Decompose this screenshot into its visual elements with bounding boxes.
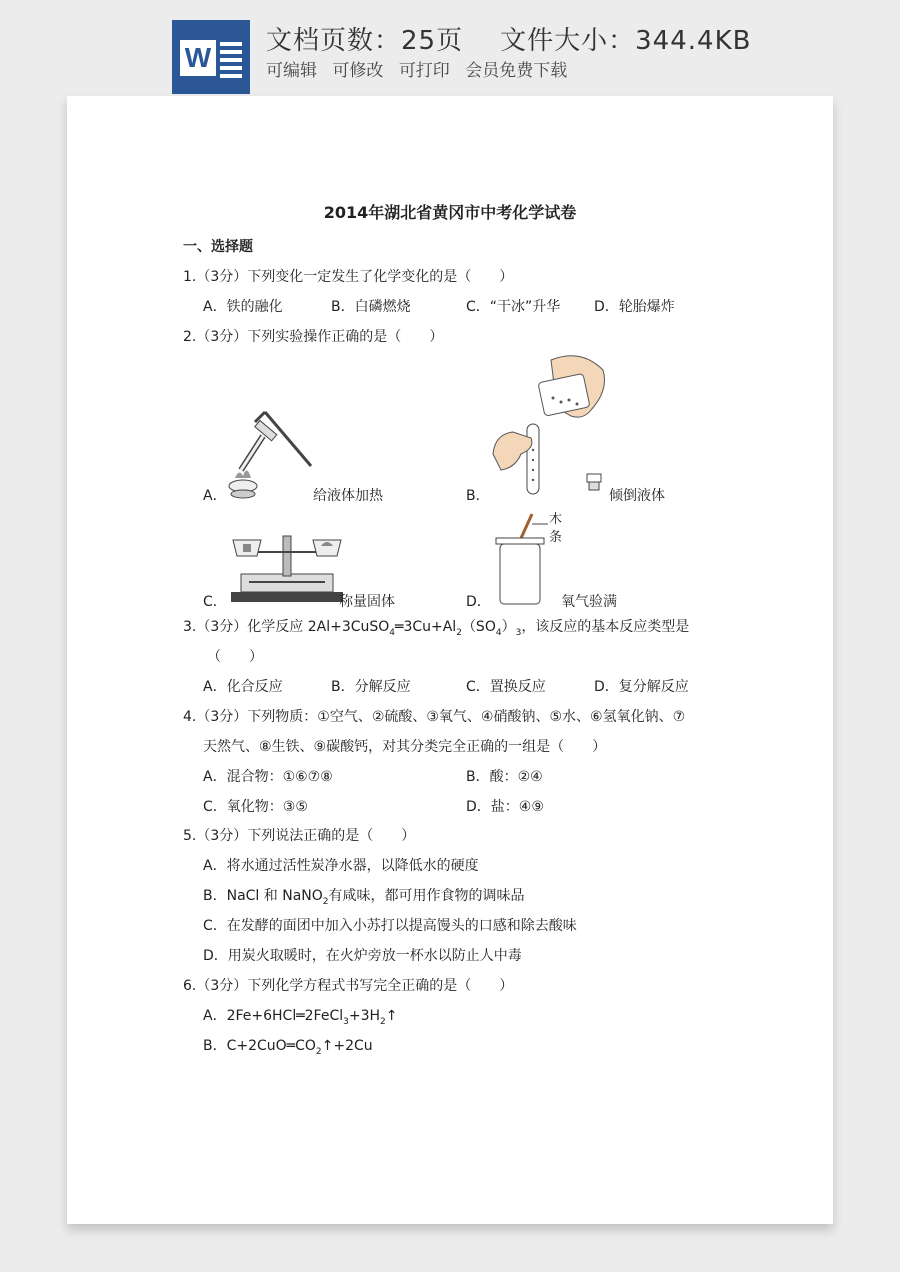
document-page — [67, 96, 833, 1224]
word-icon — [172, 20, 250, 94]
q2-fig-d-label-1: 木 — [549, 512, 563, 527]
q3-option-b: B．分解反应 — [331, 679, 411, 695]
q6-stem: 6.（3分）下列化学方程式书写完全正确的是（ ） — [183, 978, 514, 994]
feature-printable: 可打印 — [398, 61, 450, 81]
doc-title: 2014年湖北省黄冈市中考化学试卷 — [323, 203, 577, 222]
q2-option-c-text: 称量固体 — [339, 594, 395, 610]
q1-stem: 1.（3分）下列变化一定发生了化学变化的是（ ） — [183, 269, 514, 285]
q4-option-c: C．氧化物：③⑤ — [203, 799, 308, 815]
q4-stem-line1: 4.（3分）下列物质：①空气、②硫酸、③氧气、④硝酸钠、⑤水、⑥氢氧化钠、⑦ — [183, 709, 686, 725]
q1-option-b: B．白磷燃烧 — [331, 299, 411, 315]
q2-fig-d-label-2: 条 — [549, 530, 563, 545]
q3-stem-line2: （ ） — [207, 649, 263, 665]
q4-stem-line2: 天然气、⑧生铁、⑨碳酸钙，对其分类完全正确的一组是（ ） — [203, 739, 607, 755]
figure-pouring-liquid — [491, 350, 611, 500]
word-logo-lines — [220, 42, 242, 82]
q1-option-c: C．“干冰”升华 — [466, 299, 561, 315]
section-heading: 一、选择题 — [183, 239, 253, 255]
doc-banner — [0, 0, 900, 96]
q2-option-a-letter: A． — [203, 488, 227, 504]
q2-option-b-text: 倾倒液体 — [609, 488, 665, 504]
q5-option-b: B．NaCl 和 NaNO$_2$有咸味，都可用作食物的调味品 — [203, 888, 525, 907]
q6-option-b: B．$C+2CuO═CO_2↑+2Cu$ — [203, 1038, 373, 1057]
q2-option-b-letter: B． — [466, 488, 490, 504]
q5-option-d: D．用炭火取暖时，在火炉旁放一杯水以防止人中毒 — [203, 948, 522, 964]
q1-option-d: D．轮胎爆炸 — [594, 299, 675, 315]
feature-modifiable: 可修改 — [332, 61, 384, 81]
feature-editable: 可编辑 — [266, 61, 317, 81]
q1-option-a: A．铁的融化 — [203, 299, 283, 315]
figure-balance-weighing — [227, 526, 347, 606]
doc-stats: 文档页数：25页 文件大小：344.4KB — [266, 26, 752, 56]
q6-option-a: A．$2Fe+6HCl═2FeCl_3+3H_2↑$ — [203, 1008, 398, 1027]
q3-stem: 3.（3分）化学反应 $2Al+3CuSO_4═3Cu+Al_2(SO_4)_3$，该反应的基本反应类型是 — [183, 619, 690, 638]
q4-option-b: B．酸：②④ — [466, 769, 543, 785]
q2-option-c-letter: C． — [203, 594, 227, 610]
q5-stem: 5.（3分）下列说法正确的是（ ） — [183, 828, 416, 844]
doc-features — [266, 56, 577, 81]
feature-member-download: 会员免费下载 — [465, 61, 568, 81]
q5-option-a: A．将水通过活性炭净水器，以降低水的硬度 — [203, 858, 479, 874]
q2-option-d-letter: D． — [466, 594, 491, 610]
q4-option-d: D．盐：④⑨ — [466, 799, 544, 815]
q3-option-d: D．复分解反应 — [594, 679, 689, 695]
q2-option-a-text: 给液体加热 — [313, 488, 383, 504]
q3-option-c: C．置换反应 — [466, 679, 546, 695]
q4-option-a: A．混合物：①⑥⑦⑧ — [203, 769, 333, 785]
word-logo-letter: W — [180, 40, 216, 76]
q2-stem: 2.（3分）下列实验操作正确的是（ ） — [183, 329, 444, 345]
q5-option-c: C．在发酵的面团中加入小苏打以提高馒头的口感和除去酸味 — [203, 918, 577, 934]
q2-option-d-text: 氧气验满 — [561, 594, 617, 610]
figure-heating-liquid — [225, 406, 325, 501]
q3-option-a: A．化合反应 — [203, 679, 283, 695]
